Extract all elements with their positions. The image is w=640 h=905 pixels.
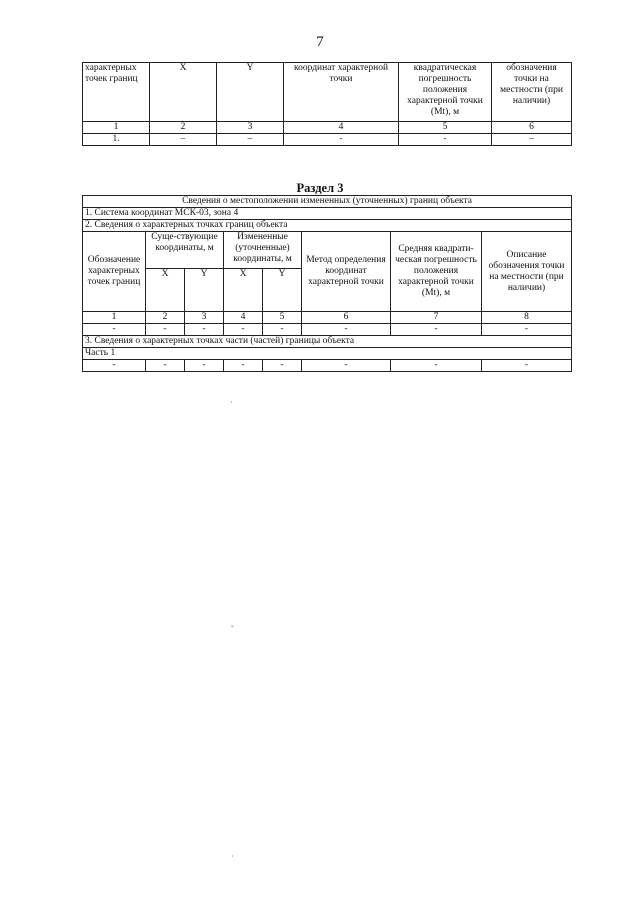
header-cell: Описание обозначения точки на местности (при наличии) <box>482 232 572 312</box>
table-row <box>83 122 572 134</box>
table-caption: Сведения о местоположении измененных (уточненных) границ объекта <box>83 196 572 208</box>
data-cell: - <box>146 324 185 336</box>
number-cell: 8 <box>482 312 572 324</box>
table-row <box>83 348 572 360</box>
data-cell: - <box>185 360 224 372</box>
header-cell: Метод определения координат характерной точки <box>302 232 391 312</box>
header-cell: координат характерной точки <box>284 63 399 122</box>
number-cell: 1 <box>83 312 146 324</box>
table-row <box>83 134 572 146</box>
table-row <box>83 232 572 269</box>
header-cell: X <box>224 269 263 312</box>
data-cell: - <box>185 324 224 336</box>
data-cell: - <box>284 134 399 146</box>
number-cell: 4 <box>224 312 263 324</box>
header-cell: Измененные (уточненные) координаты, м <box>224 232 302 269</box>
table-row <box>83 336 572 348</box>
header-cell: обозначения точки на местности (при наличии) <box>492 63 572 122</box>
data-cell: 1. <box>83 134 150 146</box>
table-row <box>83 63 572 122</box>
table-row <box>83 196 572 208</box>
data-cell: - <box>224 324 263 336</box>
data-cell: - <box>146 360 185 372</box>
data-cell: - <box>224 360 263 372</box>
header-cell: Y <box>185 269 224 312</box>
scan-speck: · <box>230 398 233 407</box>
data-cell: - <box>83 324 146 336</box>
data-cell: – <box>217 134 284 146</box>
table-row <box>83 208 572 220</box>
header-cell: Суще-ствующие координаты, м <box>146 232 224 269</box>
subsection-heading: 2. Сведения о характерных точках границ объекта <box>83 220 572 232</box>
table-row <box>83 220 572 232</box>
number-cell: 2 <box>150 122 217 134</box>
number-cell: 5 <box>263 312 302 324</box>
scan-speck: ˘ <box>231 624 234 633</box>
number-cell: 4 <box>284 122 399 134</box>
header-cell: квадратическая погрешность положения характерной точки (Mt), м <box>399 63 492 122</box>
header-cell: X <box>146 269 185 312</box>
table-section-3 <box>82 195 572 372</box>
subsection-heading: 3. Сведения о характерных точках части (частей) границы объекта <box>83 336 572 348</box>
number-cell: 1 <box>83 122 150 134</box>
number-cell: 3 <box>185 312 224 324</box>
header-cell: Обозначение характерных точек границ <box>83 232 146 312</box>
header-cell: X <box>150 63 217 122</box>
table-top <box>82 62 572 146</box>
data-cell: - <box>302 324 391 336</box>
data-cell: - <box>482 360 572 372</box>
page-number: 7 <box>316 34 324 50</box>
data-cell: – <box>150 134 217 146</box>
number-cell: 7 <box>391 312 482 324</box>
data-cell: - <box>263 360 302 372</box>
header-cell: Y <box>263 269 302 312</box>
data-cell: - <box>83 360 146 372</box>
scan-speck: · <box>231 852 234 861</box>
number-cell: 2 <box>146 312 185 324</box>
data-cell: - <box>391 360 482 372</box>
table-row <box>83 324 572 336</box>
data-cell: - <box>399 134 492 146</box>
section-title: Раздел 3 <box>296 181 344 195</box>
data-cell: - <box>263 324 302 336</box>
data-cell: - <box>391 324 482 336</box>
header-cell: Средняя квадрати-ческая погрешность положения характерной точки (Mt), м <box>391 232 482 312</box>
number-cell: 5 <box>399 122 492 134</box>
table-row <box>83 360 572 372</box>
number-cell: 6 <box>492 122 572 134</box>
header-cell: характерных точек границ <box>83 63 150 122</box>
data-cell: - <box>482 324 572 336</box>
table-row <box>83 312 572 324</box>
number-cell: 6 <box>302 312 391 324</box>
data-cell: - <box>302 360 391 372</box>
coordinate-system: 1. Система координат МСК-03, зона 4 <box>83 208 572 220</box>
header-cell: Y <box>217 63 284 122</box>
part-label: Часть 1 <box>83 348 572 360</box>
number-cell: 3 <box>217 122 284 134</box>
data-cell: – <box>492 134 572 146</box>
